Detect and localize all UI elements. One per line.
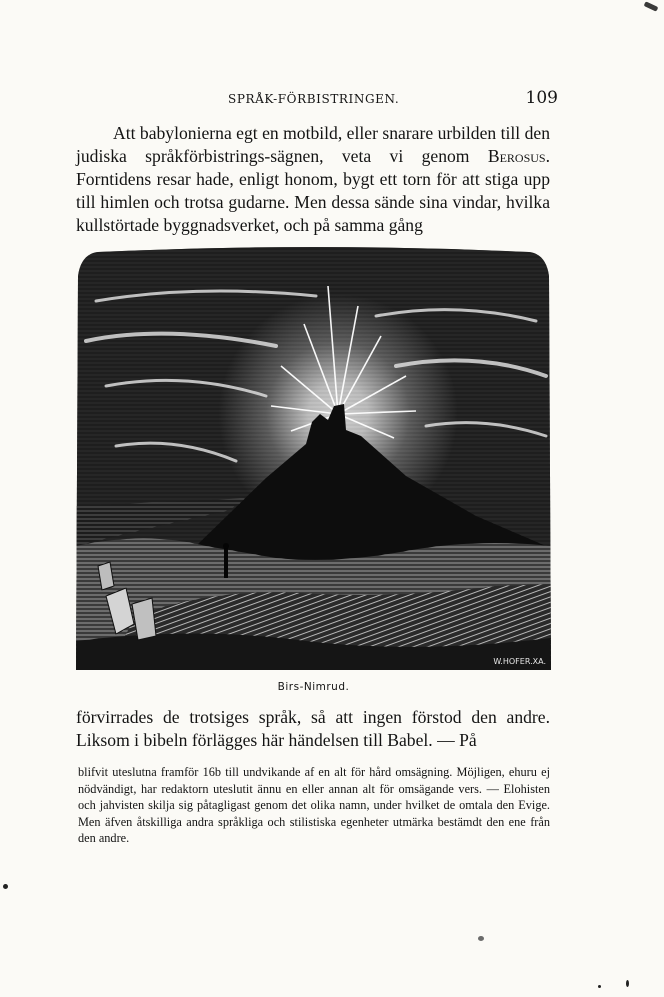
paragraph-1-end: . Forntidens resar hade, enligt honom, bygt ett torn för att stiga upp till himlen och trotsa gudarne. Men dessa sände sina vindar, hvilka kullstörtade byggnadsverket, och på samma gång [76,146,550,235]
ink-speck [478,936,484,941]
body-paragraph-2: förvirrades de trotsiges språk, så att ingen förstod den andre. Liksom i bibeln förlägges här händelsen till Babel. — På [76,707,550,750]
footnote [78,764,550,847]
birs-nimrud-engraving [76,246,551,670]
name-berosus: Berosus [487,146,546,166]
page-number: 109 [525,88,558,108]
running-head [78,88,558,112]
ink-speck [598,985,601,988]
body-paragraph-1 [76,122,550,237]
paragraph-1-start: Att babylonierna egt en motbild, eller snarare urbilden till den judiska språkförbistrings-sägnen, veta vi genom [76,123,550,166]
ink-speck [644,1,659,11]
ink-speck [3,884,8,889]
figure-caption: Birs-Nimrud. [277,681,350,693]
engraver-signature: W.HOFER.XA. [493,657,546,666]
running-title: SPRÅK-FÖRBISTRINGEN. [228,92,400,106]
footnote-text: blifvit uteslutna framför 16b till undvikande af en alt för hård omsägning. Möjligen, ehuru ej nödvändigt, har redaktorn uteslutit ännu en eller annan alt för omsägande vers. — Elohisten och jahvisten skilja sig påtagligast genom det olika namn, under hvilket de omtala den Evige. Men äfven åtskilliga andra språkliga och stilistiska egenheter utmärka bestämdt den ene från den andre. [78,765,550,845]
ink-speck [626,980,629,987]
